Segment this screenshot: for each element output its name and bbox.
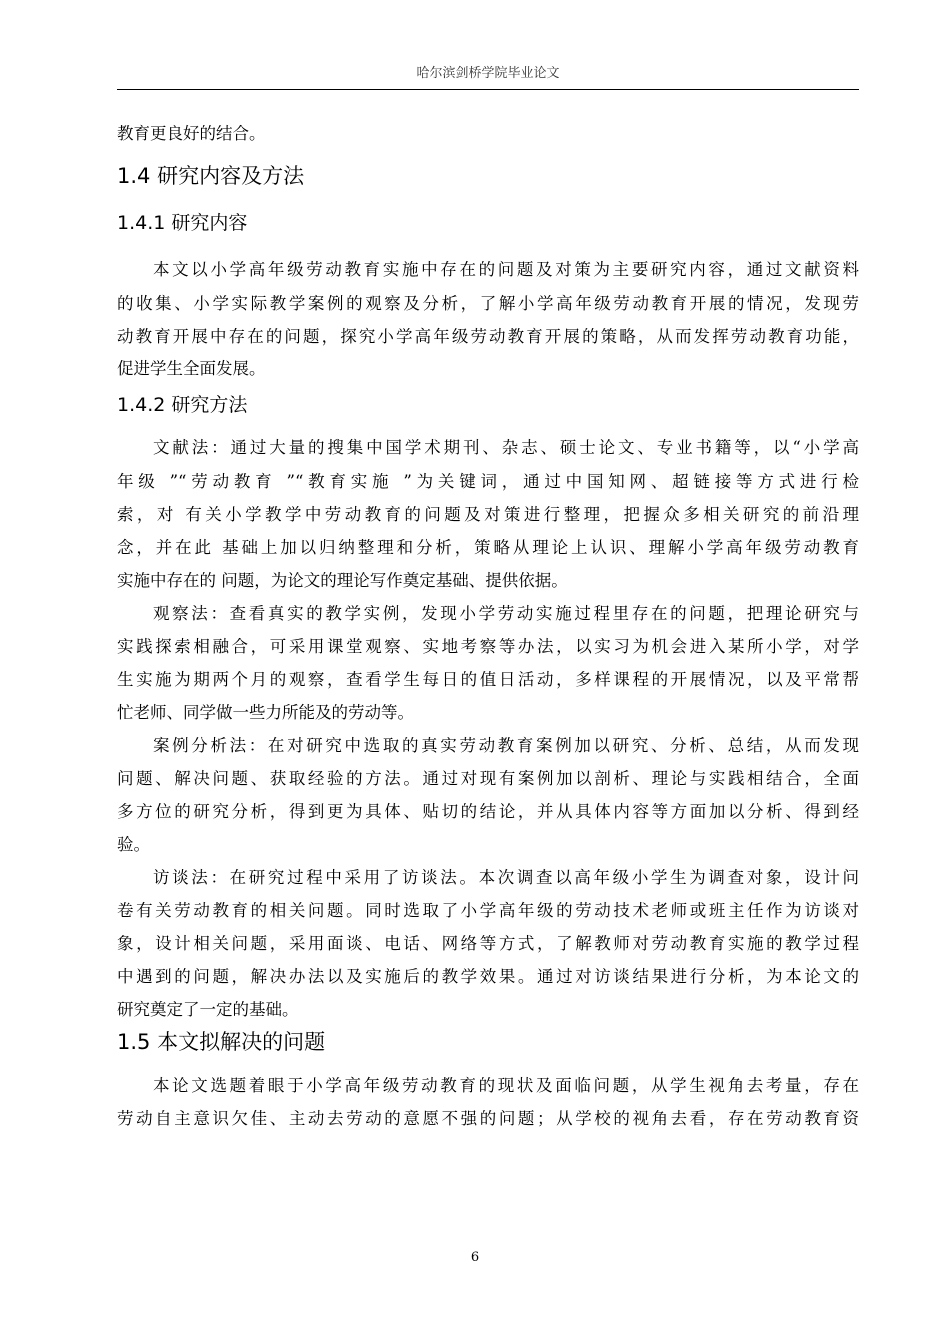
paragraph-line: 卷有关劳动教育的相关问题。同时选取了小学高年级的劳动技术老师或班主任作为访谈对: [117, 901, 859, 920]
paragraph-line: 实践探索相融合，可采用课堂观察、实地考察等办法，以实习为机会进入某所小学，对学: [117, 637, 859, 656]
paragraph-line: 研究奠定了一定的基础。: [117, 1000, 299, 1019]
paragraph-line: 忙老师、同学做一些力所能及的劳动等。: [117, 703, 414, 722]
paragraph-line: 动教育开展中存在的问题，探究小学高年级劳动教育开展的策略，从而发挥劳动教育功能，: [117, 327, 859, 346]
paragraph-line: 观察法：查看真实的教学实例，发现小学劳动实施过程里存在的问题，把理论研究与: [153, 604, 859, 623]
paragraph-line: 念，并在此 基础上加以归纳整理和分析，策略从理论上认识、理解小学高年级劳动教育: [117, 538, 859, 557]
paragraph-line: 促进学生全面发展。: [117, 359, 266, 378]
paragraph-line: 文献法：通过大量的搜集中国学术期刊、杂志、硕士论文、专业书籍等，以“小学高: [153, 438, 859, 457]
paragraph-line: 实施中存在的 问题，为论文的理论写作奠定基础、提供依据。: [117, 571, 568, 590]
paragraph-line: 多方位的研究分析，得到更为具体、贴切的结论，并从具体内容等方面加以分析、得到经: [117, 802, 859, 821]
section-heading-1-5: 1.5 本文拟解决的问题: [117, 1030, 326, 1054]
paragraph-line: 象，设计相关问题，采用面谈、电话、网络等方式，了解教师对劳动教育实施的教学过程: [117, 934, 859, 953]
paragraph-line: 案例分析法：在对研究中选取的真实劳动教育案例加以研究、分析、总结，从而发现: [153, 736, 859, 755]
paragraph-line: 年级 ”“劳动教育 ”“教育实施 ”为关键词，通过中国知网、超链接等方式进行检: [117, 472, 859, 491]
paragraph-line: 访谈法：在研究过程中采用了访谈法。本次调查以高年级小学生为调查对象，设计问: [153, 868, 859, 887]
paragraph-line: 教育更良好的结合。: [117, 124, 266, 143]
paragraph-line: 问题、解决问题、获取经验的方法。通过对现有案例加以剖析、理论与实践相结合，全面: [117, 769, 859, 788]
subsection-heading-1-4-1: 1.4.1 研究内容: [117, 212, 248, 234]
section-heading-1-4: 1.4 研究内容及方法: [117, 164, 305, 188]
paragraph-line: 中遇到的问题，解决办法以及实施后的教学效果。通过对访谈结果进行分析，为本论文的: [117, 967, 859, 986]
paragraph-line: 索，对 有关小学教学中劳动教育的问题及对策进行整理，把握众多相关研究的前沿理: [117, 505, 859, 524]
paragraph-line: 本文以小学高年级劳动教育实施中存在的问题及对策为主要研究内容，通过文献资料: [153, 260, 859, 279]
paragraph-line: 验。: [117, 835, 150, 854]
paragraph-line: 的收集、小学实际教学案例的观察及分析，了解小学高年级劳动教育开展的情况，发现劳: [117, 294, 859, 313]
subsection-heading-1-4-2: 1.4.2 研究方法: [117, 394, 248, 416]
paragraph-line: 本论文选题着眼于小学高年级劳动教育的现状及面临问题，从学生视角去考量，存在: [153, 1076, 859, 1095]
paragraph-line: 劳动自主意识欠佳、主动去劳动的意愿不强的问题；从学校的视角去看，存在劳动教育资: [117, 1109, 859, 1128]
page-header: 哈尔滨剑桥学院毕业论文: [117, 62, 859, 90]
paragraph-line: 生实施为期两个月的观察，查看学生每日的值日活动，多样课程的开展情况，以及平常帮: [117, 670, 859, 689]
page-number: 6: [470, 1250, 480, 1265]
